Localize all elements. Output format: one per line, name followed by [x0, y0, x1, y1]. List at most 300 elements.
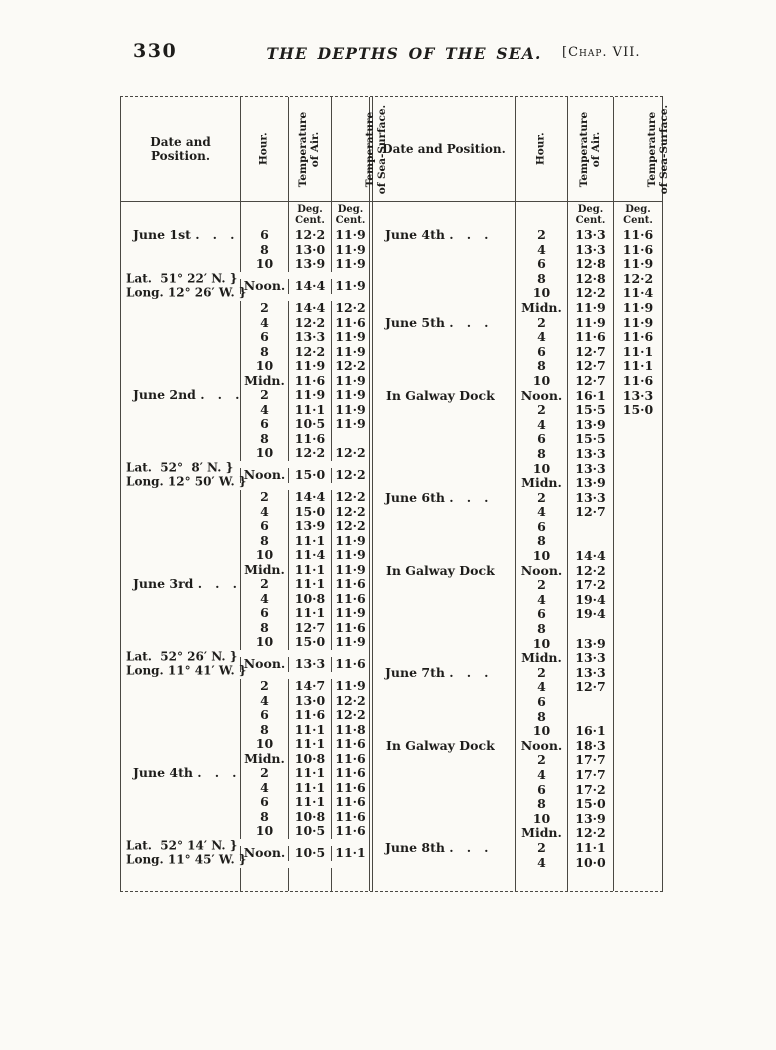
date-position-cell: [373, 680, 516, 695]
hour-cell: 2: [516, 578, 568, 593]
hour-cell: Midn.: [516, 651, 568, 666]
date-label: June 4th . . .: [133, 765, 237, 780]
hour-cell: 4: [516, 505, 568, 520]
hour-cell: Noon.: [241, 279, 289, 294]
deg-line: Deg.: [625, 204, 651, 215]
date-position-cell: [373, 491, 516, 506]
sea-temperature-header-label: Temperature of Sea-Surface.: [646, 104, 670, 194]
date-position-cell: [373, 345, 516, 360]
date-position-cell: [121, 563, 241, 578]
date-position-header-label: Date and Position.: [150, 135, 211, 163]
hour-cell: 6: [241, 228, 289, 243]
temperature-table: [120, 96, 670, 892]
hour-cell: 6: [516, 695, 568, 710]
table-row: [121, 345, 369, 360]
air-temp-cell: 11·1: [289, 577, 332, 592]
air-temp-cell: 11·6: [568, 330, 614, 345]
air-temp-cell: 16·1: [568, 724, 614, 739]
air-temp-cell: 11·9: [289, 388, 332, 403]
hour-cell: 2: [516, 491, 568, 506]
sea-temp-cell: 11·6: [622, 241, 654, 257]
air-temp-cell: 11·9: [568, 316, 614, 331]
hour-cell: 6: [241, 708, 289, 723]
hour-cell: 2: [241, 301, 289, 316]
date-position-cell: [121, 316, 241, 331]
sea-temp-cell: 11·9: [335, 634, 366, 649]
table-row: [373, 680, 662, 695]
table-row: [373, 768, 662, 783]
hour-cell: 10: [241, 824, 289, 839]
table-row: [373, 243, 662, 258]
sea-temp-cell: [614, 564, 662, 579]
table-row: [121, 824, 369, 839]
sea-temp-cell: 11·9: [335, 372, 366, 388]
date-position-cell: [121, 460, 247, 489]
date-position-cell: [121, 679, 241, 694]
air-temp-cell: 12·7: [568, 374, 614, 389]
deg-line: Cent.: [623, 215, 653, 226]
date-position-cell: [373, 286, 516, 301]
table-row: [373, 578, 662, 593]
air-temp-cell: 12·7: [568, 345, 614, 360]
sea-temp-cell: 11·8: [335, 721, 366, 737]
position-line: Long. 12° 50′ W. }: [126, 474, 247, 489]
sea-temp-cell: [614, 637, 662, 652]
date-position-cell: [121, 708, 241, 723]
table-row: [373, 491, 662, 506]
date-position-cell: [121, 694, 241, 709]
sea-temp-cell: 11·6: [335, 314, 366, 330]
hour-cell: 4: [241, 694, 289, 709]
air-temp-cell: 12·2: [568, 826, 614, 841]
sea-temp-cell: 12·2: [335, 467, 366, 482]
date-position-cell: [373, 359, 516, 374]
table-row: [121, 359, 369, 374]
table-body: [121, 202, 662, 891]
table-row: [373, 549, 662, 564]
hour-cell: 2: [516, 841, 568, 856]
date-position-cell: [373, 432, 516, 447]
hour-cell: 2: [516, 666, 568, 681]
hour-cell: 2: [516, 403, 568, 418]
date-position-cell: [373, 578, 516, 593]
chapter-label: [Chap. VII.: [562, 45, 641, 60]
date-position-cell: [373, 593, 516, 608]
sea-temp-cell: 11·6: [622, 227, 654, 242]
sea-temp-cell: [614, 724, 662, 739]
air-temp-cell: 13·9: [568, 637, 614, 652]
hour-cell: 8: [241, 621, 289, 636]
hour-cell: 6: [241, 519, 289, 534]
date-position-cell: [121, 257, 241, 272]
sea-temp-cell: 11·9: [335, 343, 366, 359]
table-row: [121, 810, 369, 825]
table-row: [373, 330, 662, 345]
date-position-cell: [373, 403, 516, 418]
sea-temp-cell: 11·9: [335, 416, 366, 431]
air-temp-cell: 11·1: [568, 841, 614, 856]
date-position-cell: [121, 432, 241, 447]
table-row: [121, 766, 369, 781]
table-row: [121, 621, 369, 636]
date-position-cell: [373, 243, 516, 258]
date-position-cell: [121, 606, 241, 621]
hour-cell: Midn.: [241, 563, 289, 578]
hour-cell: Midn.: [241, 374, 289, 389]
position-line: Lat. 52° 8′ N. }: [126, 460, 234, 475]
sea-deg-cent: [614, 202, 662, 228]
sea-temp-cell: [614, 593, 662, 608]
date-position-cell: [373, 637, 516, 652]
sea-temp-cell: 12·2: [622, 270, 654, 286]
air-temp-cell: 13·0: [289, 243, 332, 258]
air-temp-cell: [568, 695, 614, 710]
table-row: [373, 564, 662, 579]
sea-temp-cell: [614, 768, 662, 783]
hour-cell: Midn.: [516, 826, 568, 841]
hour-cell: Noon.: [241, 846, 289, 861]
sea-temp-cell: 11·6: [335, 590, 366, 606]
hour-header-label: Hour.: [257, 132, 270, 166]
sea-temp-cell: 12·2: [335, 518, 366, 533]
hour-cell: 8: [516, 797, 568, 812]
table-row: [373, 607, 662, 622]
sea-temp-cell: [614, 549, 662, 564]
hour-cell: Midn.: [516, 476, 568, 491]
hour-cell: 4: [516, 768, 568, 783]
air-temp-cell: 13·3: [568, 491, 614, 506]
date-position-cell: [373, 564, 516, 579]
table-row: [373, 228, 662, 243]
sea-temp-cell: 15·0: [622, 402, 654, 418]
table-row: [373, 753, 662, 768]
sea-temp-cell: [614, 447, 662, 462]
date-position-cell: [373, 534, 516, 549]
sea-temperature-header-label: Temperature of Sea-Surface.: [364, 104, 388, 194]
table-row: [121, 563, 369, 578]
air-temp-cell: 12·2: [568, 286, 614, 301]
table-row: [121, 228, 369, 243]
hour-cell: 6: [241, 417, 289, 432]
date-position-cell: [373, 447, 516, 462]
date-position-cell: [121, 403, 241, 418]
date-position-cell: [373, 272, 516, 287]
sea-temp-cell: 12·2: [335, 503, 366, 519]
position-line: Lat. 51° 22′ N. }: [126, 271, 238, 286]
date-position-cell: [373, 301, 516, 316]
date-position-cell: [121, 737, 241, 752]
sea-temp-cell: [614, 826, 662, 841]
date-position-cell: [121, 621, 241, 636]
sea-temp-cell: 13·3: [622, 387, 654, 403]
air-temp-cell: 11·1: [289, 563, 332, 578]
hour-cell: [241, 202, 289, 228]
date-label: June 3rd . . .: [133, 576, 237, 591]
table-row: [121, 330, 369, 345]
hour-cell: 10: [241, 635, 289, 650]
air-temp-cell: 13·9: [568, 476, 614, 491]
position-line: Long. 11° 41′ W. }: [126, 663, 247, 678]
air-temperature-header-label: Temperature of Air.: [297, 111, 321, 187]
date-position-cell: [373, 856, 516, 871]
hour-cell: 8: [241, 723, 289, 738]
date-position-cell: [121, 202, 241, 228]
sea-temp-cell: 11·6: [335, 794, 366, 809]
date-position-cell: [373, 768, 516, 783]
table-row: [373, 841, 662, 856]
air-temp-cell: 11·1: [289, 403, 332, 418]
air-temp-cell: 12·2: [289, 316, 332, 331]
table-row: [373, 534, 662, 549]
hour-cell: 4: [516, 856, 568, 871]
air-temp-cell: 10·8: [289, 810, 332, 825]
date-position-cell: [121, 345, 241, 360]
date-position-cell: [373, 476, 516, 491]
hour-cell: Noon.: [516, 389, 568, 404]
hour-cell: 4: [516, 593, 568, 608]
sea-temp-cell: [614, 856, 662, 871]
hour-cell: 8: [516, 710, 568, 725]
location-label: In Galway Dock: [386, 562, 495, 578]
table-row: [121, 432, 369, 447]
air-temp-cell: [568, 710, 614, 725]
table-row: [373, 593, 662, 608]
air-temp-cell: 13·9: [289, 519, 332, 534]
position-label: [126, 840, 247, 867]
sea-temp-cell: [614, 418, 662, 433]
hour-cell: Midn.: [241, 752, 289, 767]
hour-cell: 10: [516, 812, 568, 827]
table-row: [121, 795, 369, 810]
sea-temp-cell: [614, 491, 662, 506]
date-position-cell: [121, 838, 247, 867]
hour-cell: Noon.: [516, 564, 568, 579]
hour-cell: 10: [516, 374, 568, 389]
air-temp-cell: 13·9: [289, 257, 332, 272]
table-row: [373, 345, 662, 360]
table-row: [373, 257, 662, 272]
hour-cell: Midn.: [516, 301, 568, 316]
date-position-cell: [121, 534, 241, 549]
air-temp-cell: 12·7: [568, 505, 614, 520]
table-right-half: [369, 202, 662, 891]
table-row: [373, 724, 662, 739]
table-row: [121, 271, 369, 300]
date-position-cell: [121, 519, 241, 534]
sea-temp-cell: 11·9: [335, 227, 366, 242]
air-temp-cell: 12·7: [289, 621, 332, 636]
air-temp-cell: 13·3: [289, 330, 332, 345]
date-position-cell: [121, 649, 247, 678]
air-temp-cell: 17·7: [568, 768, 614, 783]
sea-temp-cell: [614, 462, 662, 477]
filler-row: [121, 868, 369, 891]
air-temperature-header: [568, 97, 614, 201]
hour-cell: 2: [516, 316, 568, 331]
hour-cell: 10: [241, 446, 289, 461]
hour-cell: 6: [516, 783, 568, 798]
table-row: [121, 257, 369, 272]
hour-cell: 10: [516, 286, 568, 301]
date-position-cell: [373, 549, 516, 564]
hour-cell: 4: [516, 680, 568, 695]
hour-cell: 6: [516, 345, 568, 360]
date-position-cell: [373, 418, 516, 433]
date-position-cell: [121, 417, 241, 432]
position-label: [126, 273, 247, 300]
sea-temp-cell: 11·9: [335, 401, 366, 417]
hour-cell: 4: [241, 403, 289, 418]
table-row: [121, 534, 369, 549]
air-temp-cell: 16·1: [568, 389, 614, 404]
sea-deg-cent: [332, 202, 369, 228]
date-position-cell: [373, 228, 516, 243]
air-temp-cell: [568, 622, 614, 637]
sea-temp-cell: 11·6: [335, 656, 366, 671]
date-position-cell: [373, 505, 516, 520]
air-temp-cell: 17·7: [568, 753, 614, 768]
table-row: [373, 432, 662, 447]
table-row: [373, 418, 662, 433]
table-row: [373, 666, 662, 681]
hour-cell: 2: [516, 753, 568, 768]
air-temp-cell: 12·2: [289, 446, 332, 461]
table-row: [373, 505, 662, 520]
sea-temp-cell: 11·9: [335, 256, 366, 271]
sea-temp-cell: 12·2: [335, 707, 366, 722]
sea-temp-cell: 11·9: [335, 561, 366, 577]
date-position-cell: [121, 330, 241, 345]
air-temp-cell: 14·4: [289, 279, 332, 294]
date-position-cell: [373, 870, 516, 891]
table-row: [121, 737, 369, 752]
table-row: [121, 243, 369, 258]
sea-temp-cell: 12·2: [335, 358, 366, 373]
date-position-cell: [373, 783, 516, 798]
date-position-cell: [121, 301, 241, 316]
date-position-cell: [121, 446, 241, 461]
date-label: June 4th . . .: [385, 227, 489, 242]
table-row: [373, 812, 662, 827]
sea-temp-cell: [614, 666, 662, 681]
date-position-cell: [121, 752, 241, 767]
hour-cell: 2: [516, 228, 568, 243]
sea-temp-cell: [332, 432, 369, 447]
air-temp-cell: 11·1: [289, 781, 332, 796]
sea-temp-cell: 11·6: [335, 808, 366, 824]
date-position-cell: [373, 316, 516, 331]
deg-line: Cent.: [335, 215, 366, 226]
air-temp-cell: 11·1: [289, 737, 332, 752]
sea-temp-cell: 11·6: [335, 765, 366, 780]
hour-cell: 4: [241, 505, 289, 520]
hour-cell: 8: [241, 345, 289, 360]
air-temp-cell: 14·4: [289, 490, 332, 505]
date-position-cell: [373, 841, 516, 856]
air-temp-cell: 19·4: [568, 607, 614, 622]
sea-temp-cell: 11·1: [622, 343, 654, 359]
date-position-cell: [121, 824, 241, 839]
hour-cell: 8: [241, 534, 289, 549]
air-temp-cell: 17·2: [568, 783, 614, 798]
table-row: [373, 710, 662, 725]
hour-cell: 6: [241, 795, 289, 810]
hour-cell: 2: [241, 388, 289, 403]
table-row: [373, 797, 662, 812]
position-line: Long. 11° 45′ W. }: [126, 852, 247, 867]
table-row: [121, 505, 369, 520]
table-row: [121, 301, 369, 316]
hour-cell: 2: [241, 577, 289, 592]
date-position-cell: [121, 490, 241, 505]
table-row: [121, 723, 369, 738]
air-temp-cell: 13·3: [568, 651, 614, 666]
sea-temp-cell: 12·2: [335, 489, 366, 504]
air-temp-cell: 13·3: [568, 228, 614, 243]
air-temp-cell: 11·6: [289, 432, 332, 447]
hour-cell: 8: [241, 810, 289, 825]
hour-cell: 10: [516, 462, 568, 477]
date-position-cell: [373, 753, 516, 768]
air-temp-cell: 15·5: [568, 403, 614, 418]
sea-temp-cell: [614, 753, 662, 768]
date-position-cell: [121, 635, 241, 650]
air-temp-cell: 13·3: [568, 462, 614, 477]
air-temp-cell: 10·8: [289, 592, 332, 607]
air-temp-cell: 10·5: [289, 846, 332, 861]
table-row: [373, 389, 662, 404]
sea-temp-cell: 11·9: [335, 605, 366, 620]
air-temp-cell: 12·8: [568, 272, 614, 287]
date-position-cell: [373, 389, 516, 404]
position-line: Lat. 52° 26′ N. }: [126, 649, 238, 664]
date-position-cell: [121, 243, 241, 258]
date-position-cell: [121, 810, 241, 825]
hour-cell: 10: [516, 724, 568, 739]
table-row: [121, 606, 369, 621]
sea-temp-cell: 11·6: [335, 576, 366, 591]
hour-cell: Noon.: [241, 468, 289, 483]
air-temp-cell: 15·0: [289, 468, 332, 483]
date-position-cell: [373, 695, 516, 710]
table-row: [373, 520, 662, 535]
page-number: 330: [133, 40, 178, 62]
deg-line: Deg.: [297, 204, 323, 215]
hour-cell: 4: [241, 592, 289, 607]
table-row: [373, 272, 662, 287]
sea-temp-cell: 11·9: [335, 329, 366, 344]
table-row: [121, 316, 369, 331]
table-header-row: [121, 97, 670, 202]
table-row: [121, 679, 369, 694]
air-temp-cell: 11·1: [289, 606, 332, 621]
sea-temp-cell: 11·6: [622, 329, 654, 345]
date-position-cell: [121, 548, 241, 563]
hour-cell: 6: [241, 330, 289, 345]
air-deg-cent: [568, 202, 614, 228]
date-position-cell: [121, 388, 241, 403]
table-row: [373, 856, 662, 871]
date-position-cell: [121, 766, 241, 781]
sea-temp-cell: 11·6: [335, 619, 366, 635]
table-row: [373, 622, 662, 637]
date-label: June 2nd . . .: [133, 387, 240, 402]
date-position-cell: [121, 795, 241, 810]
air-temp-cell: 10·8: [289, 752, 332, 767]
sea-temp-cell: [614, 680, 662, 695]
table-row: [373, 301, 662, 316]
air-temp-cell: 13·0: [289, 694, 332, 709]
